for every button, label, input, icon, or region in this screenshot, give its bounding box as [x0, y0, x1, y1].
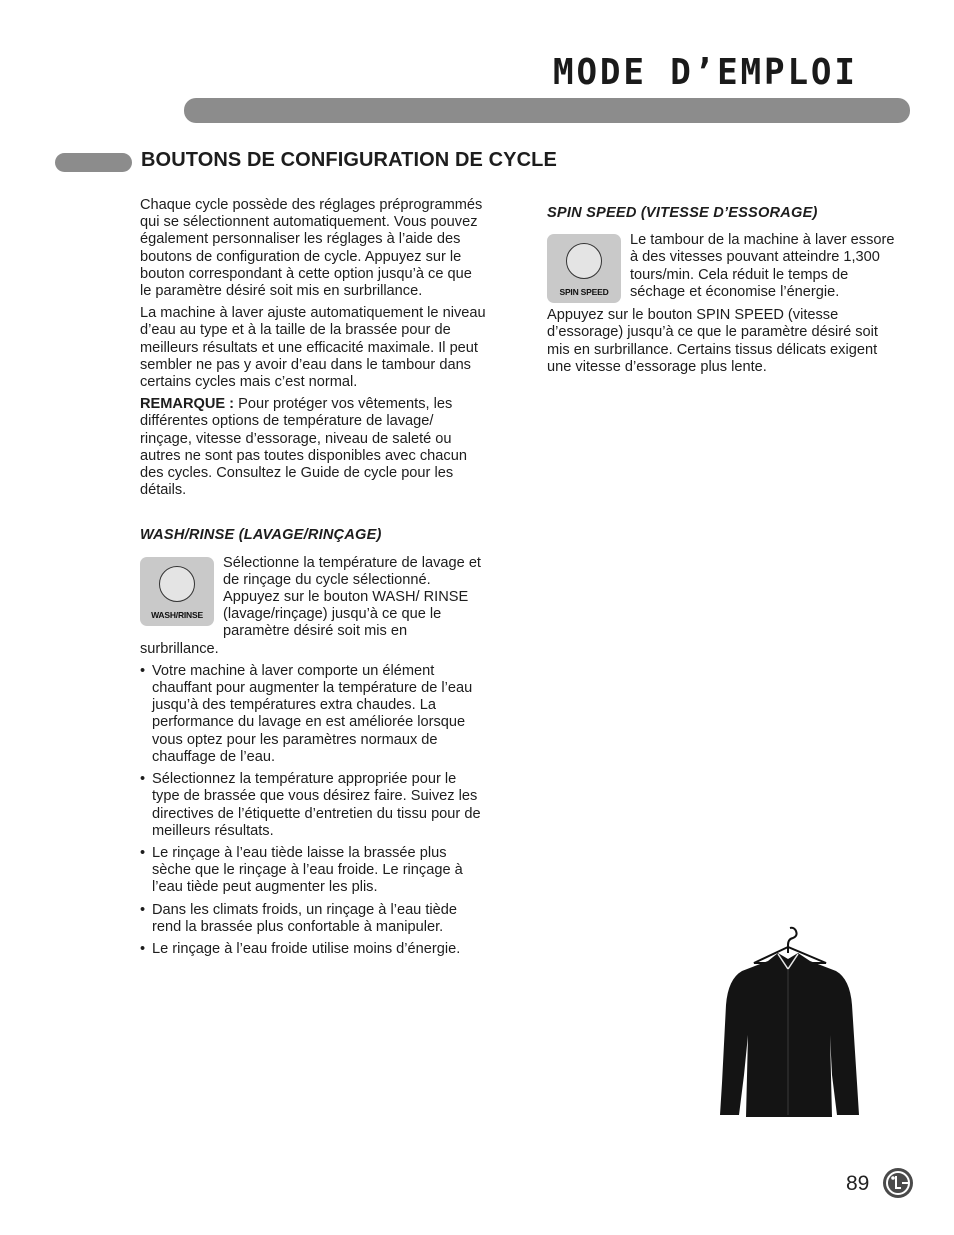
note-paragraph — [140, 396, 486, 499]
wash-rinse-heading: WASH/RINSE (LAVAGE/RINÇAGE) — [140, 527, 382, 544]
spin-speed-button-illustration — [547, 234, 621, 303]
list-item: • Le rinçage à l’eau tiède laisse la brassée plus sèche que le rinçage à l’eau froide. Le rinçage à l’eau tiède peut augmenter les plis. — [140, 845, 486, 897]
note-label: REMARQUE : — [140, 396, 235, 413]
button-circle-icon — [159, 566, 195, 602]
header-bar — [184, 98, 910, 123]
list-item: • Votre machine à laver comporte un élément chauffant pour augmenter la température de l’eau jusqu’à des températures extra chaudes. La performance du lavage en est améliorée lorsque vous optez pour les paramètres normaux de chauffage de l’eau. — [140, 663, 486, 766]
spin-speed-paragraph-2: Appuyez sur le bouton SPIN SPEED (vitesse d’essorage) jusqu’à ce que le paramètre désiré soit mis en surbrillance. Certains tissus délicats exigent une vitesse d’essorage plus lente. — [547, 307, 878, 375]
shirt-on-hanger-icon — [716, 925, 862, 1121]
list-item: • Dans les climats froids, un rinçage à l’eau tiède rend la brassée plus confortable à manipuler. — [140, 902, 486, 936]
manual-title: MODE D’EMPLOI — [553, 52, 858, 93]
button-circle-icon — [566, 243, 602, 279]
section-title: BOUTONS DE CONFIGURATION DE CYCLE — [141, 149, 557, 171]
spin-speed-button-label: SPIN SPEED — [559, 287, 609, 298]
right-column — [547, 205, 895, 381]
lg-logo-icon — [882, 1167, 914, 1199]
wash-rinse-button-illustration — [140, 557, 214, 626]
note-text: Pour protéger vos vêtements, les différentes options de température de lavage/ rinçage, vitesse d’essorage, niveau de saleté ou autres ne sont pas toutes disponibles avec chacun des cycles. Consultez le Guide de cycle pour les détails. — [140, 396, 467, 499]
spin-speed-description: Le tambour de la machine à laver essore à des vitesses pouvant atteindre 1,300 tours/min. Cela réduit le temps de séchage et économise l’énergie. — [630, 232, 895, 300]
list-item: • Le rinçage à l’eau froide utilise moins d’énergie. — [140, 941, 486, 958]
wash-rinse-button-label: WASH/RINSE — [151, 609, 203, 620]
list-item: • Sélectionnez la température appropriée pour le type de brassée que vous désirez faire. Suivez les directives de l’étiquette d’entretien du tissu pour de meilleurs résultats. — [140, 771, 486, 840]
wash-rinse-block — [140, 555, 486, 663]
wash-rinse-description: Sélectionne la température de lavage et de rinçage du cycle sélectionné. Appuyez sur le bouton WASH/ RINSE (lavage/rinçage) jusqu’à ce que le paramètre désiré soit mis en surbrillance. — [140, 554, 481, 657]
wash-rinse-bullet-list — [140, 663, 486, 958]
intro-paragraph-1: Chaque cycle possède des réglages préprogrammés qui se sélectionnent automatiquement. Vous pouvez également personnaliser les réglages à l’aide des boutons de configuration de cycle. Appuyez sur le bouton correspondant à cette option jusqu’à ce que le paramètre désiré soit mis en surbrillance. — [140, 197, 483, 300]
spin-speed-block — [547, 232, 895, 307]
page-number: 89 — [846, 1172, 870, 1195]
left-column — [140, 197, 486, 963]
section-marker — [55, 153, 132, 172]
intro-paragraph-2: La machine à laver ajuste automatiquement le niveau d’eau au type et à la taille de la brassée pour de meilleurs résultats et une efficacité maximale. Il peut sembler ne pas y avoir d’eau dans le tambour dans certains cycles mais c’est normal. — [140, 305, 486, 391]
spin-speed-heading: SPIN SPEED (VITESSE D’ESSORAGE) — [547, 205, 818, 221]
